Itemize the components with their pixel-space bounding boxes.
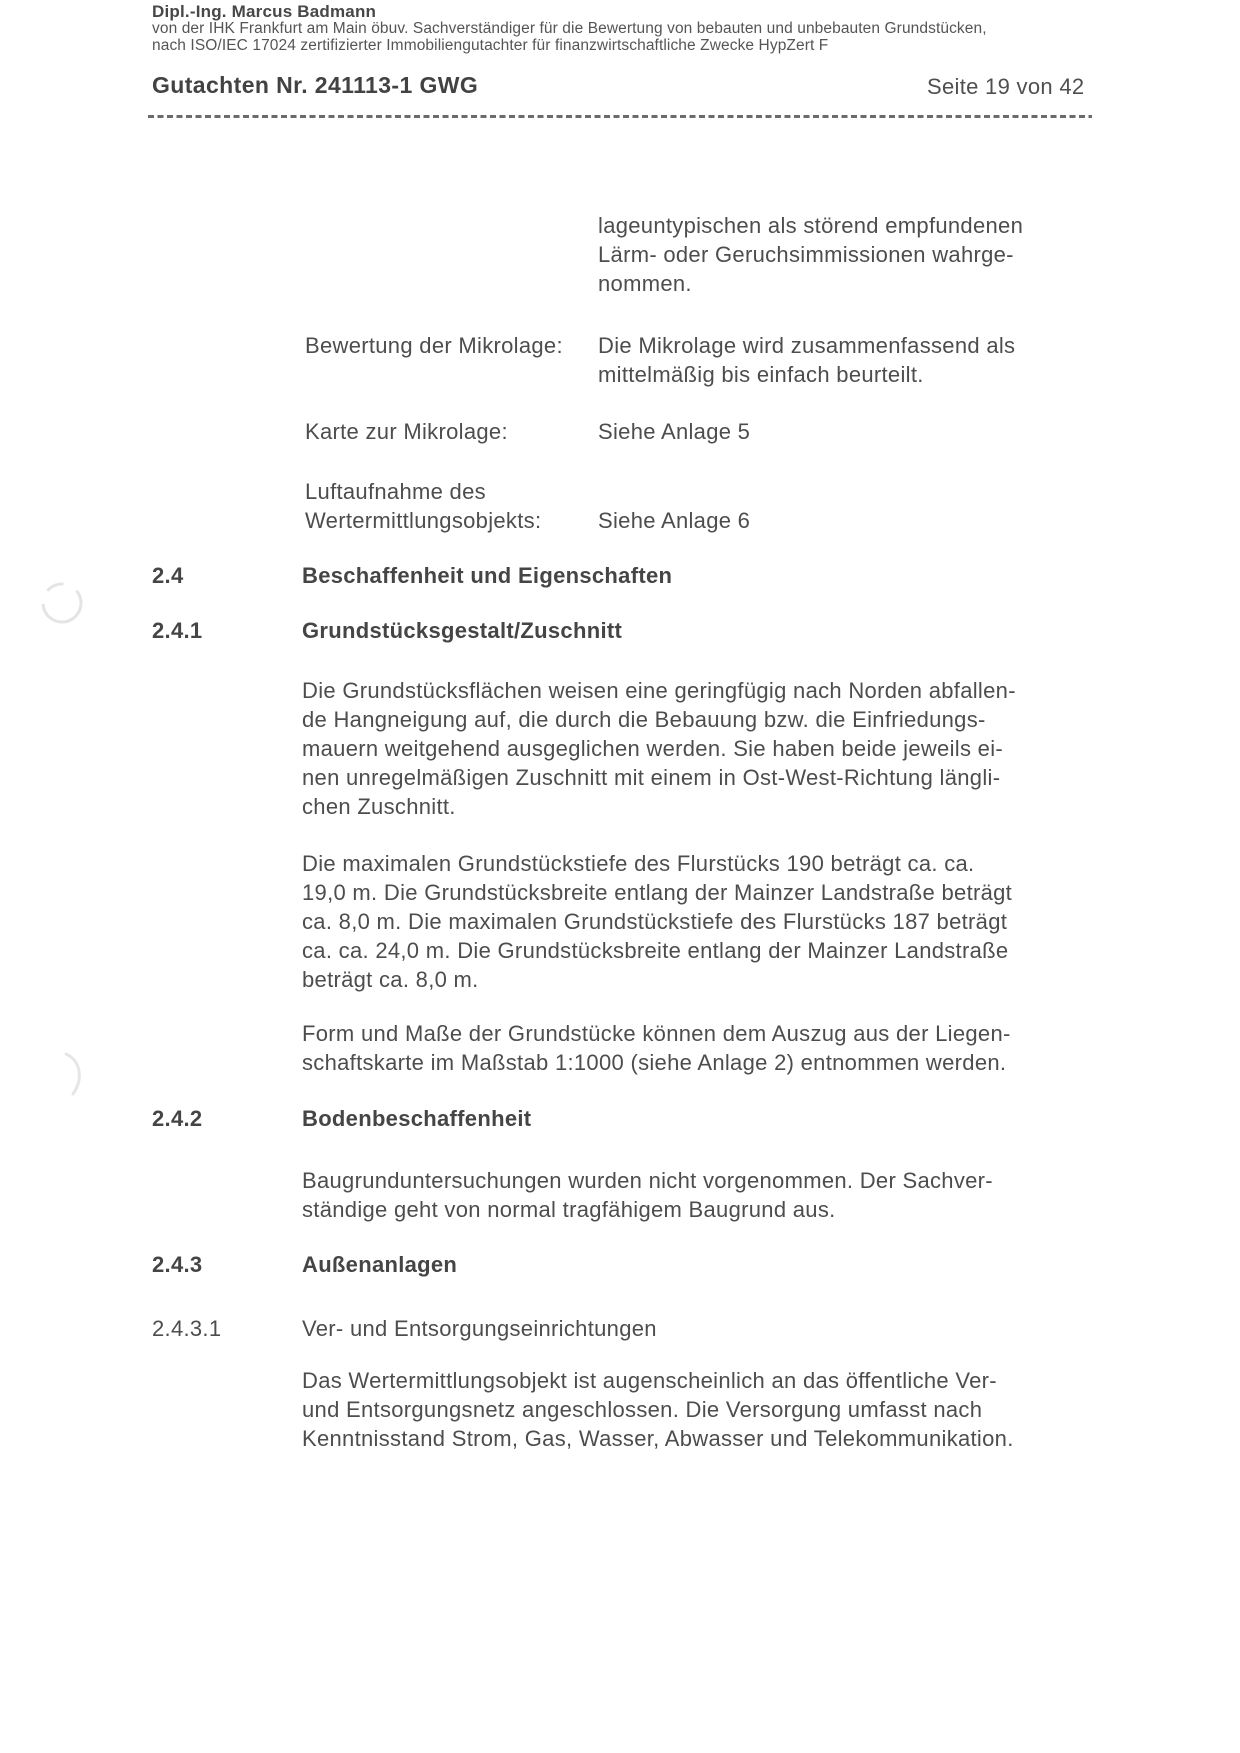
- text-line: de Hangneigung auf, die durch die Bebauung bzw. die Einfriedungs-: [302, 707, 986, 732]
- aerial-photo-label: [305, 477, 541, 535]
- section-title-2-4-3-1: Ver- und Entsorgungseinrichtungen: [302, 1316, 657, 1341]
- section-title-2-4-2: Bodenbeschaffenheit: [302, 1106, 532, 1131]
- text-line: und Entsorgungsnetz angeschlossen. Die Versorgung umfasst nach: [302, 1397, 983, 1422]
- text-line: chen Zuschnitt.: [302, 794, 456, 819]
- text-line: Wertermittlungsobjekts:: [305, 508, 542, 533]
- scan-artifact-curve: [66, 1054, 79, 1094]
- text-line: Luftaufnahme des: [305, 479, 486, 504]
- section-title-2-4-3: Außenanlagen: [302, 1252, 458, 1277]
- text-line: Die maximalen Grundstückstiefe des Flurstücks 190 beträgt ca. ca.: [302, 851, 975, 876]
- author-credentials-line-2: nach ISO/IEC 17024 zertifizierter Immobiliengutachter für finanzwirtschaftliche Zwecke HypZert F: [152, 37, 829, 54]
- scan-artifact-circle: [35, 576, 89, 630]
- section-number-2-4-3: 2.4.3: [152, 1252, 203, 1277]
- section-number-2-4-1: 2.4.1: [152, 618, 203, 643]
- paragraph-utilities: [302, 1366, 1014, 1453]
- aerial-photo-value: Siehe Anlage 6: [598, 508, 751, 533]
- text-line: schaftskarte im Maßstab 1:1000 (siehe Anlage 2) entnommen werden.: [302, 1050, 1007, 1075]
- text-line: ständige geht von normal tragfähigem Baugrund aus.: [302, 1197, 836, 1222]
- text-line: Baugrunduntersuchungen wurden nicht vorgenommen. Der Sachver-: [302, 1168, 993, 1193]
- paragraph-plot-shape: [302, 676, 1016, 821]
- paragraph-plot-dimensions: [302, 849, 1012, 994]
- micro-location-map-label: Karte zur Mikrolage:: [305, 419, 508, 444]
- text-line: nommen.: [598, 271, 692, 296]
- text-line: mittelmäßig bis einfach beurteilt.: [598, 362, 924, 387]
- paragraph-plot-form-reference: [302, 1019, 1011, 1077]
- paragraph-soil-condition: [302, 1166, 993, 1224]
- section-number-2-4: 2.4: [152, 563, 184, 588]
- section-title-2-4: Beschaffenheit und Eigenschaften: [302, 563, 673, 588]
- page-indicator: Seite 19 von 42: [927, 74, 1085, 99]
- author-name: Dipl.-Ing. Marcus Badmann: [152, 2, 377, 21]
- text-line: nen unregelmäßigen Zuschnitt mit einem in Ost-West-Richtung längli-: [302, 765, 1001, 790]
- section-number-2-4-3-1: 2.4.3.1: [152, 1316, 222, 1341]
- text-line: Kenntnisstand Strom, Gas, Wasser, Abwasser und Telekommunikation.: [302, 1426, 1014, 1451]
- section-title-2-4-1: Grundstücksgestalt/Zuschnitt: [302, 618, 623, 643]
- text-line: 19,0 m. Die Grundstücksbreite entlang der Mainzer Landstraße beträgt: [302, 880, 1013, 905]
- micro-location-map-value: Siehe Anlage 5: [598, 419, 751, 444]
- micro-location-rating-value: [598, 331, 1015, 389]
- report-title: Gutachten Nr. 241113-1 GWG: [152, 72, 479, 98]
- text-line: ca. ca. 24,0 m. Die Grundstücksbreite entlang der Mainzer Landstraße: [302, 938, 1009, 963]
- text-line: beträgt ca. 8,0 m.: [302, 967, 479, 992]
- text-line: mauern weitgehend ausgeglichen werden. Sie haben beide jeweils ei-: [302, 736, 1004, 761]
- text-line: Lärm- oder Geruchsimmissionen wahrge-: [598, 242, 1014, 267]
- text-line: Die Mikrolage wird zusammenfassend als: [598, 333, 1016, 358]
- author-credentials-line-1: von der IHK Frankfurt am Main öbuv. Sachverständiger für die Bewertung von bebauten und unbebauten Grundstücken,: [152, 20, 987, 37]
- micro-location-rating-label: Bewertung der Mikrolage:: [305, 333, 563, 358]
- text-line: ca. 8,0 m. Die maximalen Grundstückstiefe des Flurstücks 187 beträgt: [302, 909, 1008, 934]
- paragraph-continuation: [598, 211, 1023, 298]
- section-number-2-4-2: 2.4.2: [152, 1106, 203, 1131]
- dashed-separator-line: [148, 115, 1092, 118]
- text-line: Form und Maße der Grundstücke können dem Auszug aus der Liegen-: [302, 1021, 1011, 1046]
- text-line: Das Wertermittlungsobjekt ist augenscheinlich an das öffentliche Ver-: [302, 1368, 997, 1393]
- text-line: Die Grundstücksflächen weisen eine geringfügig nach Norden abfallen-: [302, 678, 1016, 703]
- text-line: lageuntypischen als störend empfundenen: [598, 213, 1024, 238]
